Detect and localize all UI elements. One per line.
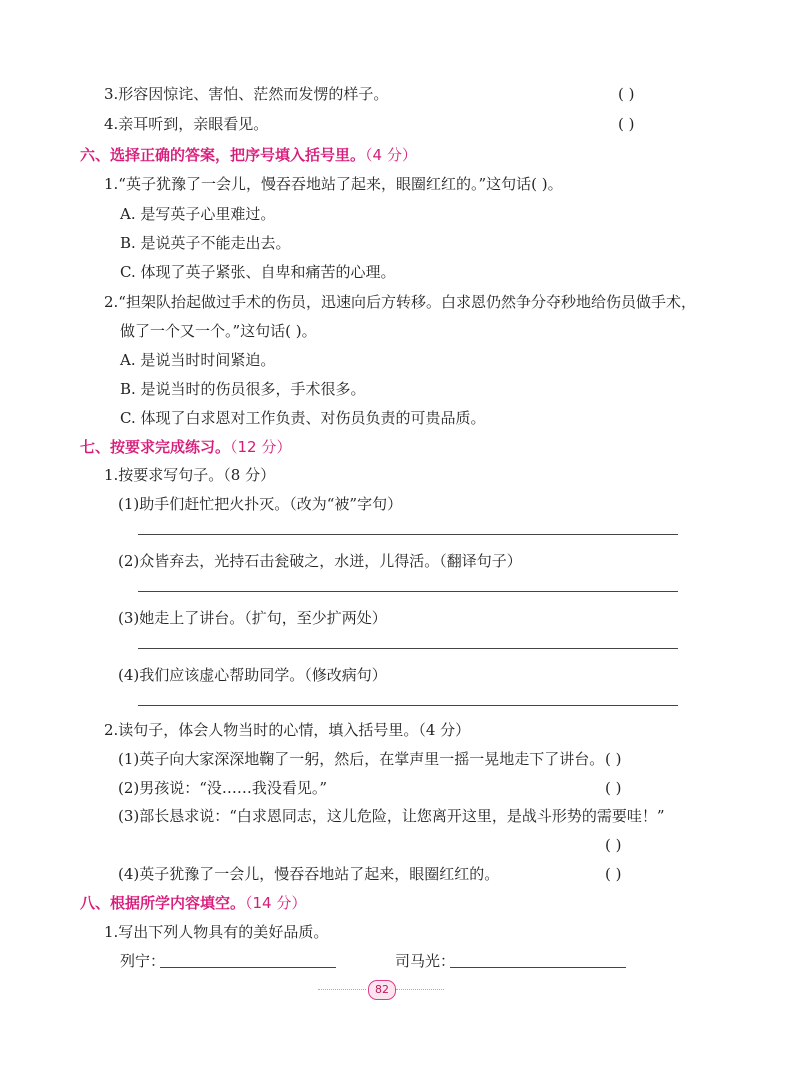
answer-paren[interactable]: ( ) (605, 836, 622, 854)
answer-line[interactable] (450, 967, 626, 968)
s6-q2-stem-line1: 2.“担架队抬起做过手术的伤员，迅速向后方转移。白求恩仍然争分夺秒地给伤员做手术， (104, 293, 696, 311)
answer-paren[interactable]: ( ) (618, 115, 635, 133)
section-6-title-text: 六、选择正确的答案，把序号填入括号里。 (80, 146, 366, 164)
s6-q1-stem: 1.“英子犹豫了一会儿，慢吞吞地站了起来，眼圈红红的。”这句话( )。 (104, 175, 563, 193)
s7-q2-item-3: (3)部长恳求说：“白求恩同志，这儿危险，让您离开这里，是战斗形势的需要哇！” (118, 807, 665, 825)
s6-q2-option-b: B. 是说当时的伤员很多，手术很多。 (120, 380, 366, 398)
answer-line[interactable] (138, 705, 678, 706)
answer-line[interactable] (160, 967, 336, 968)
s7-q2-item-2: (2)男孩说：“没……我没看见。” (118, 779, 328, 797)
section-8-title-text: 八、根据所学内容填空。 (80, 894, 246, 912)
s7-q2-item-1: (1)英子向大家深深地鞠了一躬，然后，在掌声里一摇一晃地走下了讲台。 (118, 750, 605, 768)
page-number: 82 (368, 980, 396, 1000)
label-lenin: 列宁： (120, 952, 166, 970)
answer-paren[interactable]: ( ) (605, 779, 622, 797)
s7-q1-item-3: (3)她走上了讲台。（扩句，至少扩两处） (118, 609, 387, 627)
s7-q1-item-4: (4)我们应该虚心帮助同学。（修改病句） (118, 666, 387, 684)
answer-paren[interactable]: ( ) (605, 750, 622, 768)
s7-q1-item-2: (2)众皆弃去，光持石击瓮破之，水迸，儿得活。（翻译句子） (118, 552, 522, 570)
footer-divider-left (318, 989, 366, 990)
section-6-title (80, 145, 417, 165)
footer-divider-right (396, 989, 444, 990)
section-7-title-text: 七、按要求完成练习。 (80, 438, 231, 456)
s7-q1-title: 1.按要求写句子。（8 分） (104, 466, 276, 484)
s6-q2-stem-line2: 做了一个又一个。”这句话( )。 (120, 322, 317, 340)
s6-q2-option-c: C. 体现了白求恩对工作负责、对伤员负责的可贵品质。 (120, 409, 486, 427)
s8-q1-title: 1.写出下列人物具有的美好品质。 (104, 923, 329, 941)
answer-line[interactable] (138, 648, 678, 649)
answer-line[interactable] (138, 591, 678, 592)
s6-q1-option-b: B. 是说英子不能走出去。 (120, 234, 291, 252)
s7-q2-item-4: (4)英子犹豫了一会儿，慢吞吞地站了起来，眼圈红红的。 (118, 865, 500, 883)
s6-q1-option-a: A. 是写英子心里难过。 (120, 205, 276, 223)
s7-q1-item-1: (1)助手们赶忙把火扑灭。（改为“被”字句） (118, 495, 403, 513)
item-3-text: 3.形容因惊诧、害怕、茫然而发愣的样子。 (104, 85, 389, 103)
s7-q2-title: 2.读句子，体会人物当时的心情，填入括号里。（4 分） (104, 721, 471, 739)
section-7-title (80, 437, 291, 457)
section-8-title (80, 893, 306, 913)
s6-q1-option-c: C. 体现了英子紧张、自卑和痛苦的心理。 (120, 263, 396, 281)
label-sima-guang: 司马光： (395, 952, 456, 970)
section-6-points: （4 分） (365, 146, 417, 164)
answer-paren[interactable]: ( ) (605, 865, 622, 883)
section-8-points: （14 分） (245, 894, 307, 912)
answer-paren[interactable]: ( ) (618, 85, 635, 103)
section-7-points: （12 分） (230, 438, 292, 456)
item-4-text: 4.亲耳听到，亲眼看见。 (104, 115, 269, 133)
s6-q2-option-a: A. 是说当时时间紧迫。 (120, 351, 276, 369)
answer-line[interactable] (138, 534, 678, 535)
